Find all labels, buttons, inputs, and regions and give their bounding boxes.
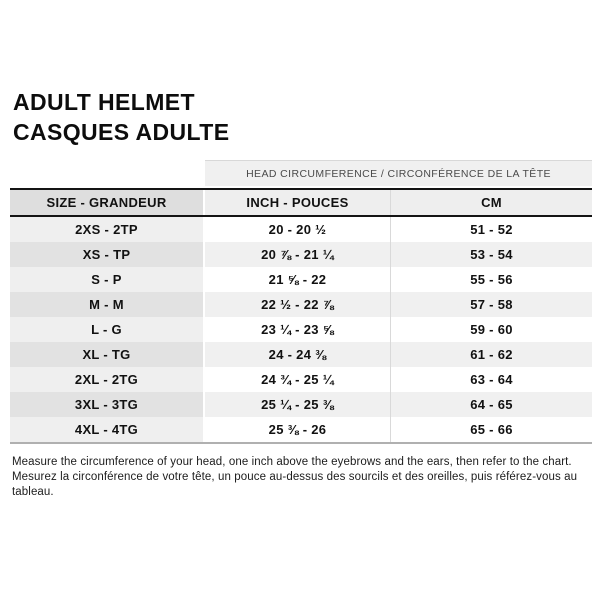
inch-cell: 23 ¼ - 23 ⅝: [205, 317, 391, 342]
table-bottom-border: [10, 442, 592, 444]
cm-cell: 55 - 56: [391, 267, 592, 292]
cm-cell: 64 - 65: [391, 392, 592, 417]
table-row: [10, 217, 592, 242]
page-title-fr: CASQUES ADULTE: [13, 119, 230, 145]
inch-cell: 25 ¼ - 25 ⅜: [205, 392, 391, 417]
size-cell: XL - TG: [10, 342, 205, 367]
table-row: [10, 342, 592, 367]
column-header-inch: INCH - POUCES: [205, 190, 391, 215]
inch-cell: 20 - 20 ½: [205, 217, 391, 242]
table-row: [10, 317, 592, 342]
measure-instruction-fr: Mesurez la circonférence de votre tête, un pouce au-dessus des sourcils et des oreilles, puis référez-vous au tableau.: [12, 471, 578, 498]
cm-cell: 63 - 64: [391, 367, 592, 392]
size-cell: 2XS - 2TP: [10, 217, 205, 242]
size-cell: 3XL - 3TG: [10, 392, 205, 417]
cm-cell: 61 - 62: [391, 342, 592, 367]
cm-cell: 59 - 60: [391, 317, 592, 342]
size-cell: M - M: [10, 292, 205, 317]
table-row: [10, 292, 592, 317]
inch-cell: 22 ½ - 22 ⅞: [205, 292, 391, 317]
table-row: [10, 392, 592, 417]
size-cell: L - G: [10, 317, 205, 342]
table-row: [10, 242, 592, 267]
size-cell: 2XL - 2TG: [10, 367, 205, 392]
size-table: [10, 160, 592, 444]
cm-cell: 65 - 66: [391, 417, 592, 442]
table-row: [10, 267, 592, 292]
page-title-en: ADULT HELMET: [13, 89, 195, 115]
table-row: [10, 367, 592, 392]
measure-instructions: [12, 455, 588, 500]
head-circumference-banner: HEAD CIRCUMFERENCE / CIRCONFÉRENCE DE LA TÊTE: [205, 160, 592, 186]
table-row: [10, 417, 592, 442]
inch-cell: 25 ⅜ - 26: [205, 417, 391, 442]
inch-cell: 20 ⅞ - 21 ¼: [205, 242, 391, 267]
measure-instruction-en: Measure the circumference of your head, one inch above the eyebrows and the ears, then refer to the chart.: [12, 456, 572, 468]
size-cell: 4XL - 4TG: [10, 417, 205, 442]
cm-cell: 53 - 54: [391, 242, 592, 267]
column-header-size: SIZE - GRANDEUR: [10, 190, 205, 215]
column-header-cm: CM: [391, 190, 592, 215]
inch-cell: 24 - 24 ⅜: [205, 342, 391, 367]
size-cell: XS - TP: [10, 242, 205, 267]
size-cell: S - P: [10, 267, 205, 292]
table-header-row: [10, 188, 592, 217]
inch-cell: 21 ⅝ - 22: [205, 267, 391, 292]
page-title: [13, 87, 229, 147]
cm-cell: 51 - 52: [391, 217, 592, 242]
cm-cell: 57 - 58: [391, 292, 592, 317]
inch-cell: 24 ¾ - 25 ¼: [205, 367, 391, 392]
